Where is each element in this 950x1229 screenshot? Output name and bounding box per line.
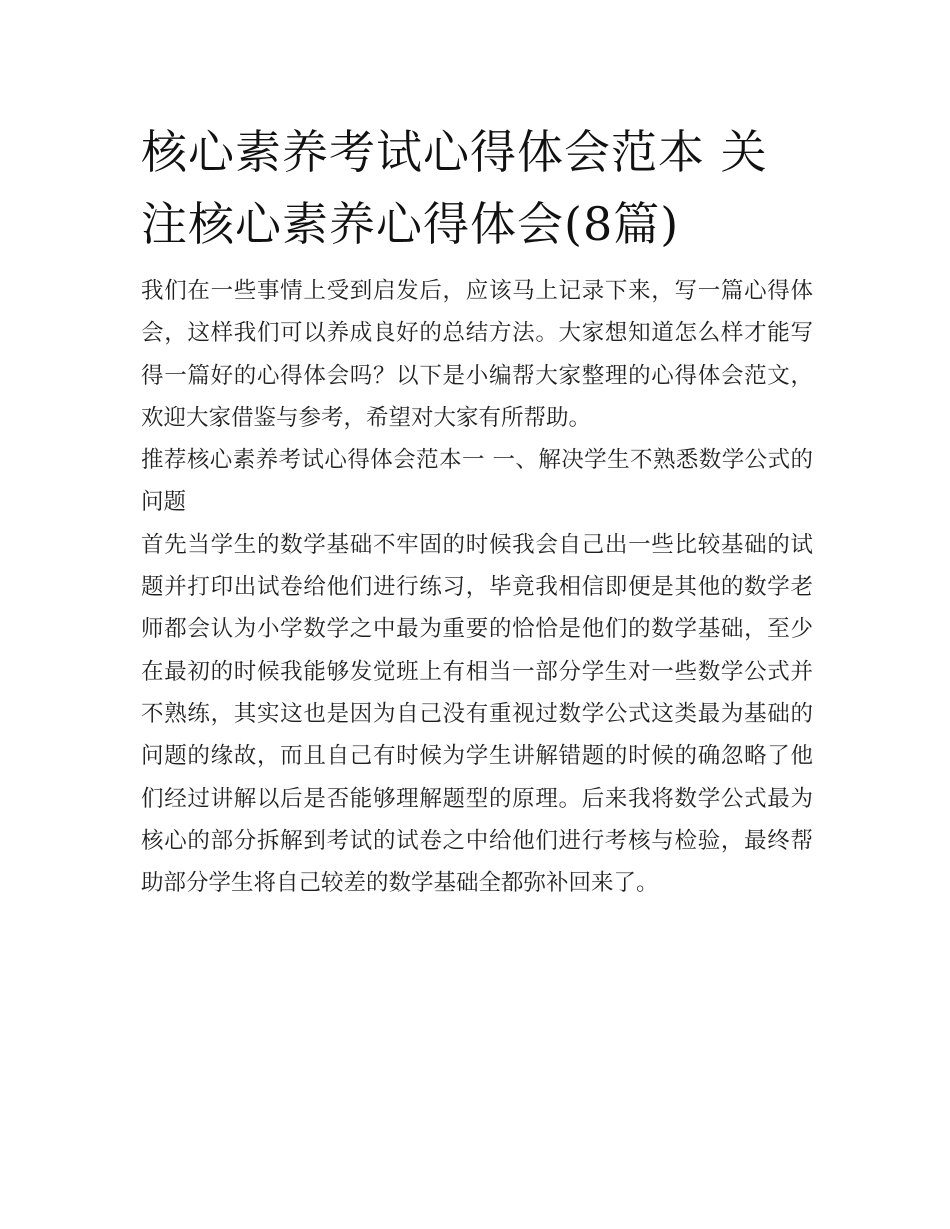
intro-paragraph: 我们在一些事情上受到启发后，应该马上记录下来，写一篇心得体会，这样我们可以养成良好的总结方法。大家想知道怎么样才能写得一篇好的心得体会吗？以下是小编帮大家整理的心得体会范文，欢迎大家借鉴与参考，希望对大家有所帮助。 <box>141 278 813 431</box>
section-heading-paragraph: 推荐核心素养考试心得体会范本一 一、解决学生不熟悉数学公式的问题 <box>141 447 813 516</box>
body-paragraph: 首先当学生的数学基础不牢固的时候我会自己出一些比较基础的试题并打印出试卷给他们进行练习，毕竟我相信即便是其他的数学老师都会认为小学数学之中最为重要的恰恰是他们的数学基础，至少在最初的时候我能够发觉班上有相当一部分学生对一些数学公式并不熟练，其实这也是因为自己没有重视过数学公式这类最为基础的问题的缘故，而且自己有时候为学生讲解错题的时候的确忽略了他们经过讲解以后是否能够理解题型的原理。后来我将数学公式最为核心的部分拆解到考试的试卷之中给他们进行考核与检验，最终帮助部分学生将自己较差的数学基础全都弥补回来了。 <box>141 531 813 897</box>
document-content <box>141 116 813 904</box>
document-title: 核心素养考试心得体会范本 关注核心素养心得体会(8篇) <box>141 125 768 251</box>
